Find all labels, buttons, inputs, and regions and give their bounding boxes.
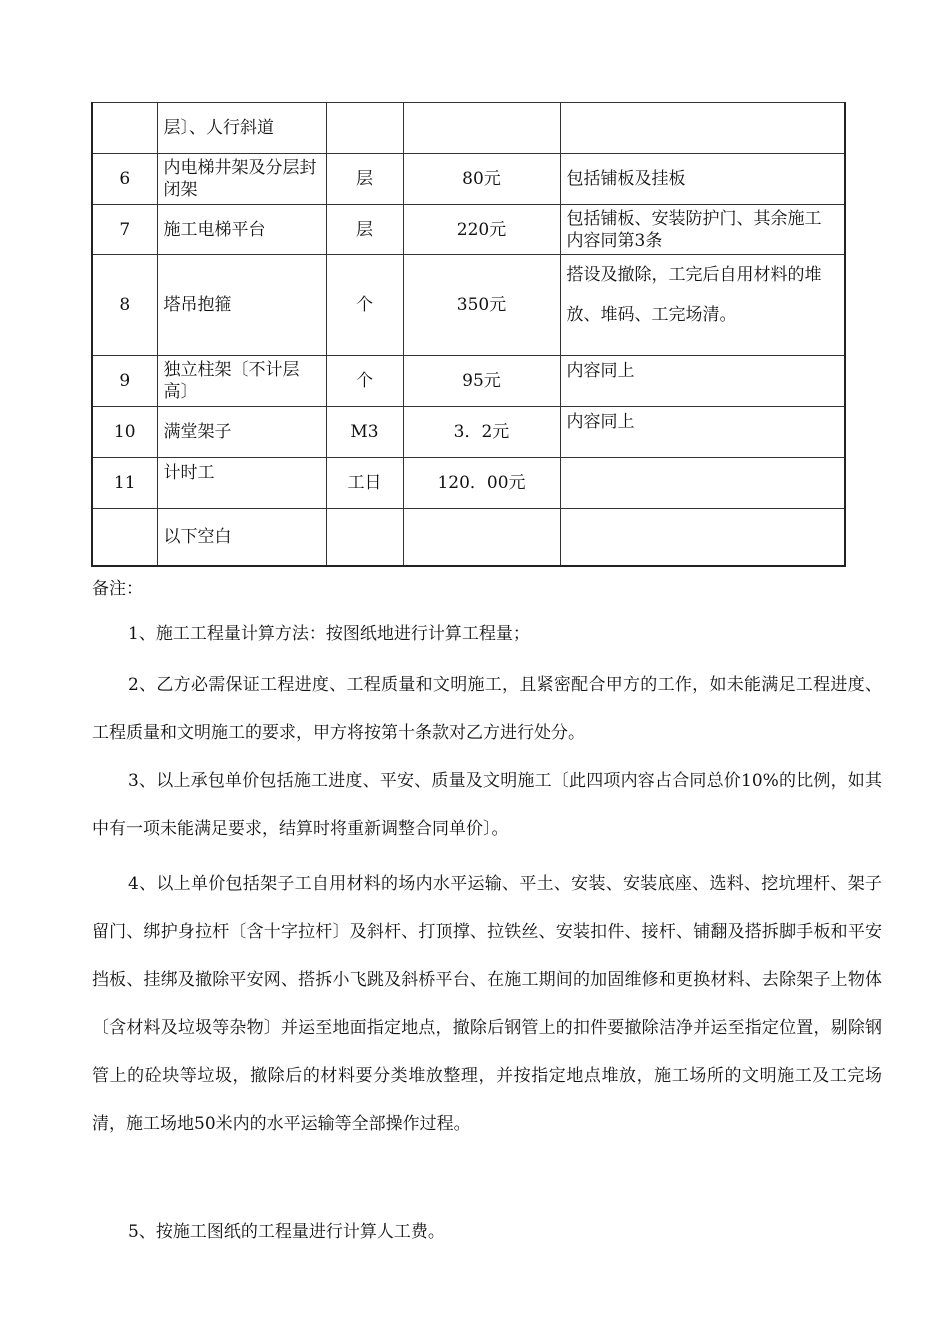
table-row: [92, 458, 845, 509]
row-number: 7: [92, 205, 157, 255]
item-note: 包括铺板、安装防护门、其余施工内容同第3条: [560, 205, 845, 255]
item-unit: 层: [326, 205, 403, 255]
note-item-1: 1、施工工程量计算方法：按图纸地进行计算工程量；: [128, 624, 530, 644]
item-price: 80元: [403, 154, 560, 205]
table-row: [92, 407, 845, 458]
notes-title: 备注：: [92, 579, 143, 599]
item-unit: 个: [326, 356, 403, 407]
item-unit: M3: [326, 407, 403, 458]
table-row: [92, 154, 845, 205]
item-price: 350元: [403, 255, 560, 356]
row-number: [92, 103, 157, 154]
row-number: 10: [92, 407, 157, 458]
item-price: 120．00元: [403, 458, 560, 509]
row-number: 9: [92, 356, 157, 407]
item-note: 内容同上: [560, 356, 845, 407]
row-number: 11: [92, 458, 157, 509]
item-price: [403, 103, 560, 154]
item-name: 满堂架子: [157, 407, 326, 458]
row-number: [92, 509, 157, 566]
item-unit: 层: [326, 154, 403, 205]
item-unit: [326, 509, 403, 566]
table-row: [92, 255, 845, 356]
item-name: 以下空白: [157, 509, 326, 566]
item-note: [560, 509, 845, 566]
table-row: [92, 205, 845, 255]
item-price: 3．2元: [403, 407, 560, 458]
item-unit: 个: [326, 255, 403, 356]
note-item-2: 2、乙方必需保证工程进度、工程质量和文明施工，且紧密配合甲方的工作，如未能满足工程进度、工程质量和文明施工的要求，甲方将按第十条款对乙方进行处分。: [92, 675, 882, 743]
item-name: 塔吊抱箍: [157, 255, 326, 356]
item-name: 独立柱架〔不计层高〕: [157, 356, 326, 407]
item-name: 内电梯井架及分层封闭架: [157, 154, 326, 205]
row-number: 8: [92, 255, 157, 356]
item-price: 95元: [403, 356, 560, 407]
item-note: [560, 103, 845, 154]
item-note: [560, 458, 845, 509]
item-note: 包括铺板及挂板: [560, 154, 845, 205]
table-row: [92, 103, 845, 154]
note-item-3: 3、以上承包单价包括施工进度、平安、质量及文明施工〔此四项内容占合同总价10%的比例，如其中有一项未能满足要求，结算时将重新调整合同单价〕。: [92, 771, 882, 839]
item-name: 层〕、人行斜道: [157, 103, 326, 154]
price-table: [91, 102, 846, 567]
table-row: [92, 356, 845, 407]
table-row: [92, 509, 845, 566]
item-unit: 工日: [326, 458, 403, 509]
item-unit: [326, 103, 403, 154]
item-price: 220元: [403, 205, 560, 255]
item-note: 搭设及撤除，工完后自用材料的堆放、堆码、工完场清。: [560, 255, 845, 356]
item-note: 内容同上: [560, 407, 845, 458]
item-name: 施工电梯平台: [157, 205, 326, 255]
row-number: 6: [92, 154, 157, 205]
item-price: [403, 509, 560, 566]
note-item-5: 5、按施工图纸的工程量进行计算人工费。: [128, 1222, 445, 1242]
note-item-4: 4、以上单价包括架子工自用材料的场内水平运输、平土、安装、安装底座、选料、挖坑埋杆、架子留门、绑护身拉杆〔含十字拉杆〕及斜杆、打顶撑、拉铁丝、安装扣件、接杆、铺翻及搭拆脚手板和平安挡板、挂绑及撤除平安网、搭拆小飞跳及斜桥平台、在施工期间的加固维修和更换材料、去除架子上物体〔含材料及垃圾等杂物〕并运至地面指定地点，撤除后钢管上的扣件要撤除洁净并运至指定位置，剔除钢管上的砼块等垃圾，撤除后的材料要分类堆放整理，并按指定地点堆放，施工场所的文明施工及工完场清，施工场地50米内的水平运输等全部操作过程。: [92, 874, 882, 1134]
item-name: 计时工: [157, 458, 326, 509]
